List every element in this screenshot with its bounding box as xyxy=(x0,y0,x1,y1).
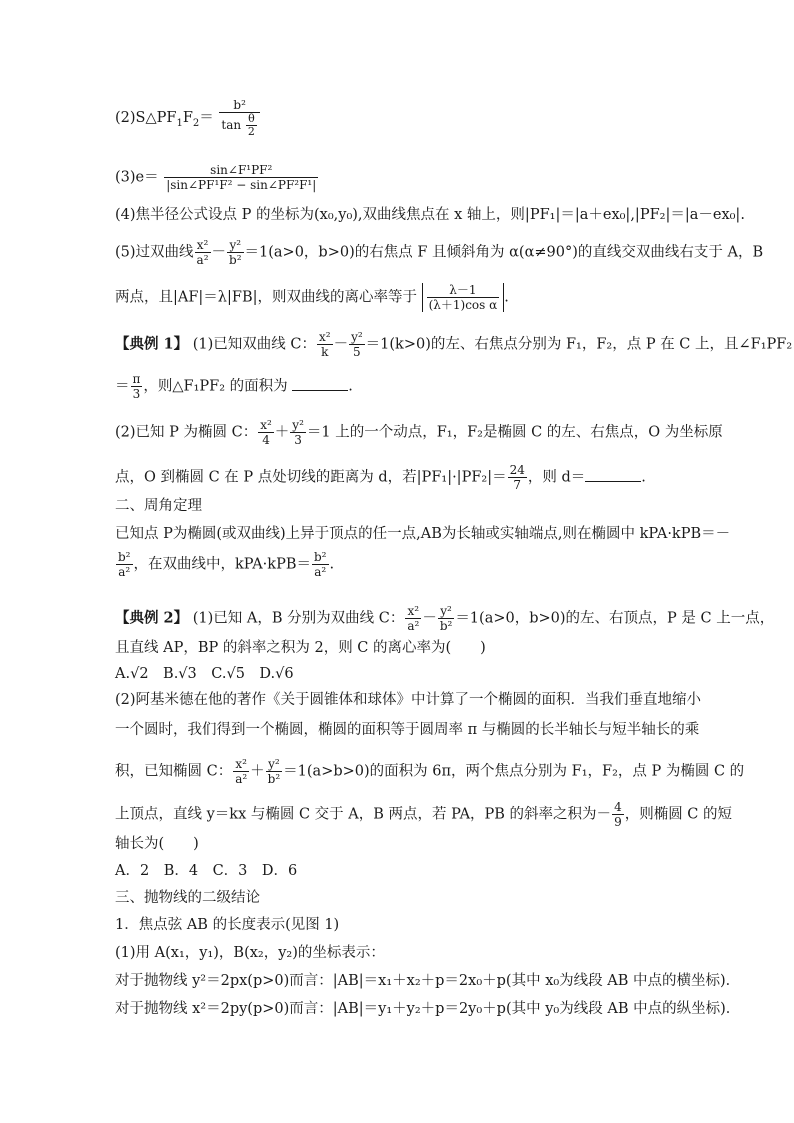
sub: 1 xyxy=(176,117,183,129)
numerator: λ－1 xyxy=(427,283,500,298)
numerator: b² xyxy=(314,550,327,564)
numerator: π xyxy=(132,372,141,386)
lead-text: (2)已知 P 为椭圆 C： xyxy=(115,424,258,441)
paragraph-2: 已知点 P为椭圆(或双曲线)上异于顶点的任一点,AB为长轴或实轴端点,则在椭圆中 kPA·kPB＝－ xyxy=(115,526,731,542)
absolute-value xyxy=(422,283,505,312)
example-2-line5 xyxy=(115,757,744,786)
denominator: 7 xyxy=(513,478,522,492)
denominator: |sin∠PF¹F² − sin∠PF²F¹| xyxy=(166,178,317,192)
example-2-line7: 轴长为( ) xyxy=(115,836,199,852)
lead-text: 点，O 到椭圆 C 在 P 点处切线的距离为 d，若|PF₁|·|PF₂|＝ xyxy=(115,469,507,486)
formula-2-mid: F xyxy=(182,110,193,126)
section-heading-2: 二、周角定理 xyxy=(115,498,202,514)
denominator: 4 xyxy=(262,433,270,447)
lead-text: 上顶点，直线 y＝kx 与椭圆 C 交于 A，B 两点，若 PA，PB 的斜率之积为－ xyxy=(115,806,612,823)
rest-text: ，则 d＝ xyxy=(527,469,586,486)
denominator: a² xyxy=(235,772,248,786)
lead-text: 两点，且|AF|＝λ|FB|，则双曲线的离心率等于 xyxy=(115,289,417,306)
denominator: a² xyxy=(118,565,131,579)
numerator: θ xyxy=(246,113,257,126)
fraction xyxy=(349,330,365,359)
example-1-line3 xyxy=(115,418,723,447)
denominator: a² xyxy=(407,619,420,633)
numerator: x² xyxy=(405,604,421,619)
plus: ＋ xyxy=(250,763,265,780)
fraction xyxy=(317,330,333,359)
minus: － xyxy=(333,336,349,353)
denominator: b² xyxy=(439,619,453,633)
example-1-line4 xyxy=(115,463,646,492)
denominator: a² xyxy=(314,565,327,579)
formula-4: (4)焦半径公式设点 P 的坐标为(x₀,y₀),双曲线焦点在 x 轴上，则|PF₁|＝|a＋ex₀|,|PF₂|＝|a－ex₀|. xyxy=(115,207,745,223)
example-2-line6 xyxy=(115,800,732,829)
parabola-y-formula: 对于抛物线 x²＝2py(p>0)而言：|AB|＝y₁＋y₂＋p＝2y₀＋p(其中 y₀为线段 AB 中点的纵坐标)． xyxy=(115,1001,741,1017)
denominator: (λ＋1)cos α xyxy=(428,298,498,312)
numerator: x² xyxy=(233,757,249,772)
subsection-1-item-1: (1)用 A(x₁，y₁)，B(x₂，y₂)的坐标表示： xyxy=(115,945,385,961)
fraction xyxy=(233,757,249,786)
example-2-line1 xyxy=(115,604,774,633)
denominator: b² xyxy=(229,253,242,267)
tan-label: tan xyxy=(221,118,242,132)
period: . xyxy=(504,289,509,306)
denominator: 3 xyxy=(294,433,302,447)
lead-text: (5)过双曲线 xyxy=(115,244,194,261)
denominator: 9 xyxy=(614,815,622,829)
lead-text: 积，已知椭圆 C： xyxy=(115,763,233,780)
example-2-line4: 一个圆时，我们得到一个椭圆，椭圆的面积等于圆周率 π 与椭圆的长半轴长与短半轴长的乘 xyxy=(115,722,700,738)
denominator xyxy=(219,113,260,138)
example-1-line1 xyxy=(115,330,792,359)
denominator: b² xyxy=(267,772,281,786)
fraction xyxy=(612,800,624,829)
fraction xyxy=(266,757,283,786)
numerator: y² xyxy=(351,330,363,344)
rest-text: ＝1(a>0，b>0)的左、右顶点，P 是 C 上一点， xyxy=(455,610,775,627)
formula-5-line1 xyxy=(115,238,763,267)
subsection-1: 1．焦点弦 AB 的长度表示(见图 1) xyxy=(115,917,340,933)
numerator: b² xyxy=(219,98,260,113)
rest-text: ＝1 上的一个动点，F₁，F₂是椭圆 C 的左、右焦点，O 为坐标原 xyxy=(306,424,723,441)
denominator: 3 xyxy=(132,387,141,401)
example-tag: 【典例 2】 xyxy=(115,609,189,627)
rest-text: ，则椭圆 C 的短 xyxy=(624,806,733,823)
numerator: x² xyxy=(195,238,211,253)
mid-text: ，在双曲线中，kPA·kPB＝ xyxy=(133,556,311,573)
rest-text: ，则△F₁PF₂ 的面积为 xyxy=(143,378,288,395)
fraction xyxy=(116,550,133,579)
denominator: a² xyxy=(196,253,209,267)
formula-3-lead: (3)e＝ xyxy=(115,169,159,186)
numerator: y² xyxy=(438,604,455,619)
fraction xyxy=(227,238,244,267)
fraction xyxy=(405,604,421,633)
period: . xyxy=(348,378,353,395)
fraction xyxy=(246,113,257,138)
plus: ＋ xyxy=(274,424,290,441)
denominator: 5 xyxy=(353,345,361,359)
example-2-options-2: A．2 B．4 C．3 D．6 xyxy=(115,863,298,879)
fraction xyxy=(164,163,318,192)
answer-blank[interactable] xyxy=(585,467,641,482)
denominator: 2 xyxy=(247,125,255,138)
section-heading-3: 三、抛物线的二级结论 xyxy=(115,890,260,906)
minus: － xyxy=(422,610,437,627)
sub: 2 xyxy=(192,117,200,129)
formula-2 xyxy=(115,98,261,138)
numerator: 24 xyxy=(509,463,525,477)
parabola-x-formula: 对于抛物线 y²＝2px(p>0)而言：|AB|＝x₁＋x₂＋p＝2x₀＋p(其中 x₀为线段 AB 中点的横坐标)． xyxy=(115,973,741,989)
numerator: y² xyxy=(266,757,283,772)
numerator: sin∠F¹PF² xyxy=(164,163,318,178)
fraction xyxy=(131,372,143,401)
numerator: x² xyxy=(260,418,272,432)
example-2-line3: (2)阿基米德在他的著作《关于圆锥体和球体》中计算了一个椭圆的面积．当我们垂直地缩小 xyxy=(115,692,702,708)
numerator: x² xyxy=(319,330,331,344)
example-1-line2 xyxy=(115,372,353,401)
formula-2-lead: (2)S△PF xyxy=(115,110,177,126)
rest-text: ＝1(a>b>0)的面积为 6π，两个焦点分别为 F₁，F₂，点 P 为椭圆 C 的 xyxy=(283,763,745,780)
formula-5-line2 xyxy=(115,283,509,312)
lead-text: (1)已知双曲线 C： xyxy=(192,336,316,353)
equals: ＝ xyxy=(115,378,130,395)
numerator: 4 xyxy=(614,800,622,814)
period: . xyxy=(641,469,646,486)
fraction xyxy=(219,98,260,138)
numerator: y² xyxy=(227,238,244,253)
numerator: y² xyxy=(292,418,304,432)
fraction xyxy=(508,463,527,492)
minus: － xyxy=(211,244,227,261)
fraction xyxy=(312,550,329,579)
paragraph-2-cont xyxy=(115,550,334,579)
rest-text: ＝1(a>0，b>0)的右焦点 F 且倾斜角为 α(α≠90°)的直线交双曲线右支于 A，B xyxy=(244,244,764,261)
fraction xyxy=(427,283,500,312)
lead-text: (1)已知 A，B 分别为双曲线 C： xyxy=(192,610,405,627)
fraction xyxy=(290,418,306,447)
period: . xyxy=(329,556,335,573)
numerator: b² xyxy=(118,550,131,564)
fraction xyxy=(438,604,455,633)
example-tag: 【典例 1】 xyxy=(115,335,189,353)
formula-3 xyxy=(115,163,319,192)
answer-blank[interactable] xyxy=(292,376,348,391)
example-2-line2: 且直线 AP，BP 的斜率之积为 2，则 C 的离心率为( ) xyxy=(115,640,486,656)
example-2-options: A.√2 B.√3 C.√5 D.√6 xyxy=(115,666,294,682)
denominator: k xyxy=(321,345,329,359)
rest-text: ＝1(k>0)的左、右焦点分别为 F₁，F₂，点 P 在 C 上，且∠F₁PF₂ xyxy=(365,336,793,353)
equals: ＝ xyxy=(199,110,214,126)
fraction xyxy=(258,418,274,447)
fraction xyxy=(195,238,211,267)
